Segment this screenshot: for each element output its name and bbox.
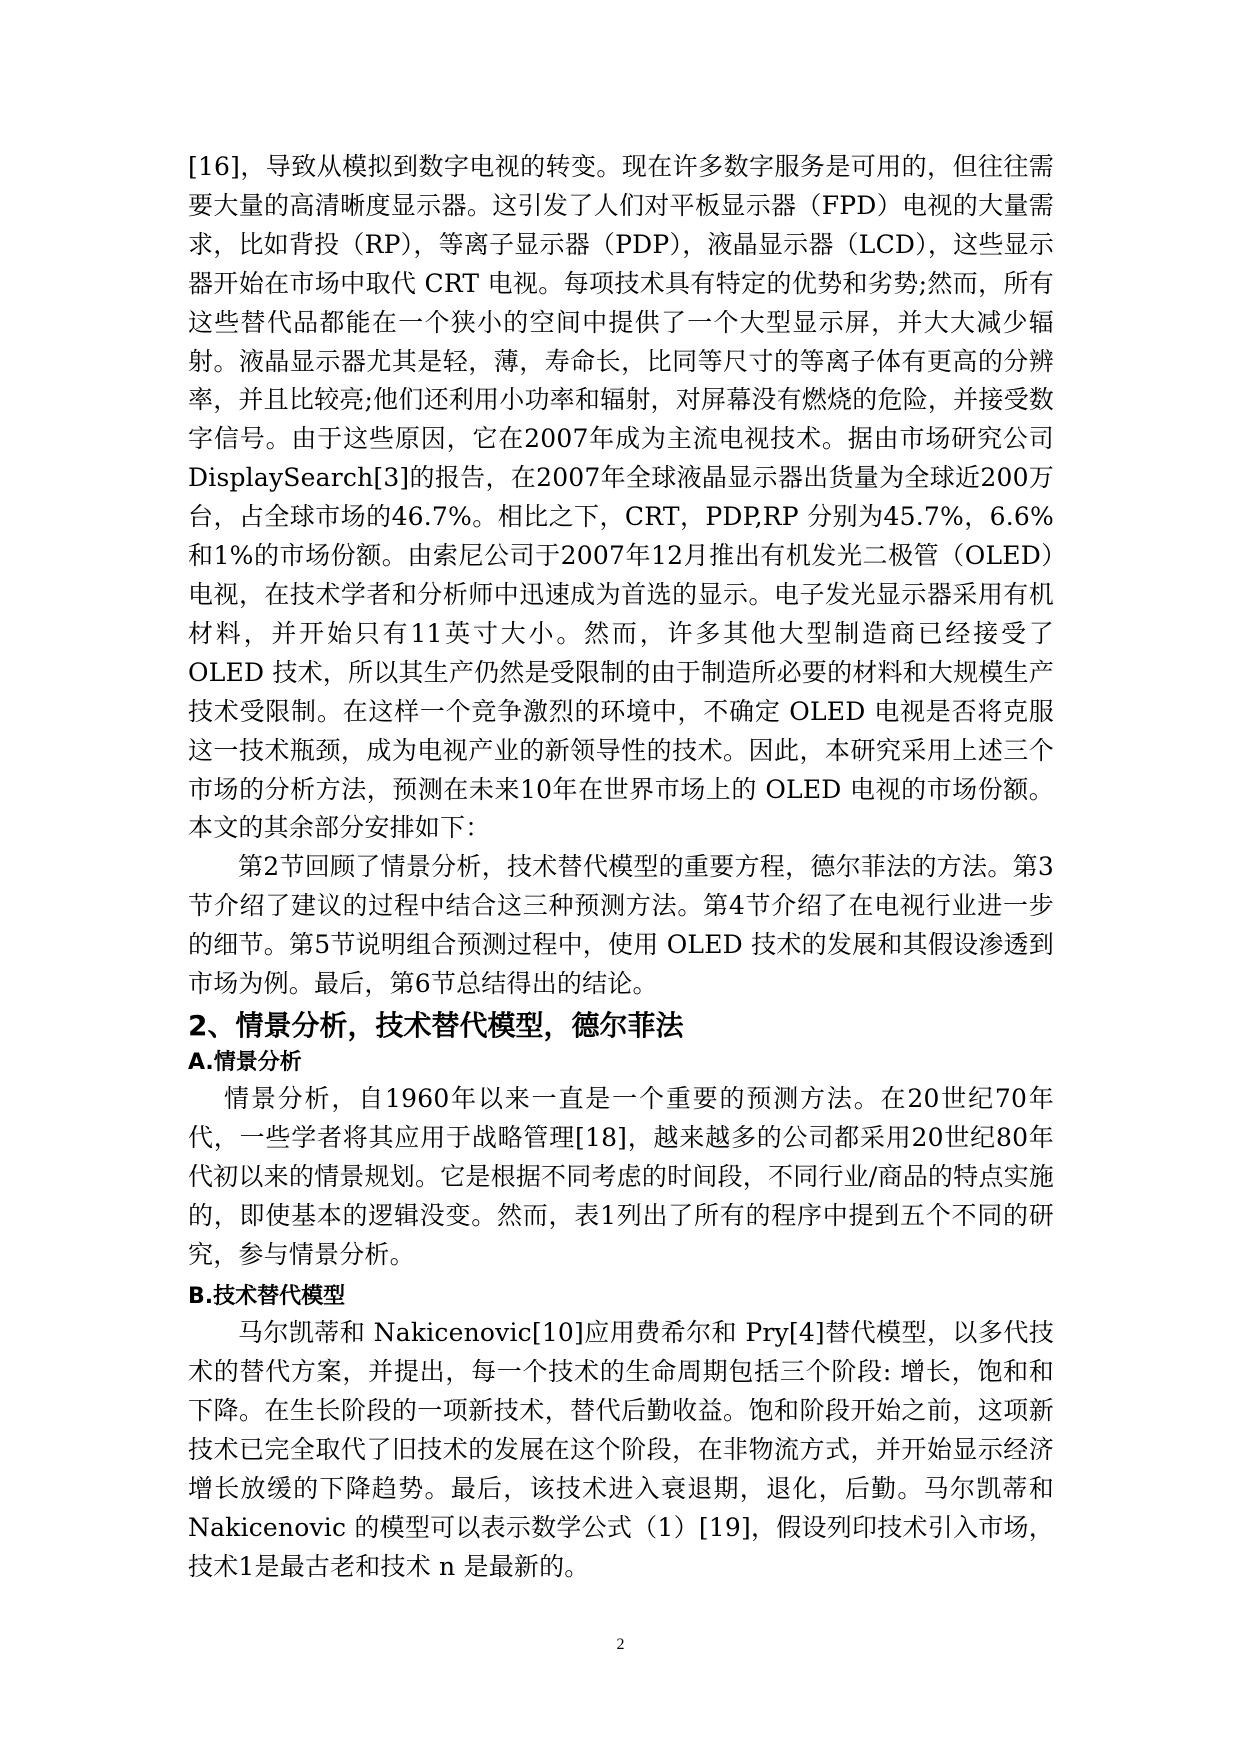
subsection-heading: A.情景分析 xyxy=(188,1049,302,1075)
body-paragraph: 第2节回顾了情景分析，技术替代模型的重要方程，德尔菲法的方法。第3节介绍了建议的过程中结合这三种预测方法。第4节介绍了在电视行业进一步的细节。第5节说明组合预测过程中，使用 OLED 技术的发展和其假设渗透到市场为例。最后，第6节总结得出的结论。 xyxy=(188,852,1054,999)
subsection-heading: B.技术替代模型 xyxy=(188,1284,346,1310)
body-paragraph: 情景分析，自1960年以来一直是一个重要的预测方法。在20世纪70年代，一些学者将其应用于战略管理[18]，越来越多的公司都采用20世纪80年代初以来的情景规划。它是根据不同考虑的时间段，不同行业/商品的特点实施的，即使基本的逻辑没变。然而，表1列出了所有的程序中提到五个不同的研究，参与情景分析。 xyxy=(188,1083,1054,1269)
body-paragraph: [16]，导致从模拟到数字电视的转变。现在许多数字服务是可用的，但往往需要大量的高清晰度显示器。这引发了人们对平板显示器（FPD）电视的大量需求，比如背投（RP），等离子显示器（PDP），液晶显示器（LCD），这些显示器开始在市场中取代 CRT 电视。每项技术具有特定的优势和劣势;然而，所有这些替代品都能在一个狭小的空间中提供了一个大型显示屏，并大大减少辐射。液晶显示器尤其是轻，薄，寿命长，比同等尺寸的等离子体有更高的分辨率，并且比较亮;他们还利用小功率和辐射，对屏幕没有燃烧的危险，并接受数字信号。由于这些原因，它在2007年成为主流电视技术。据由市场研究公司 DisplaySearch[3]的报告，在2007年全球液晶显示器出货量为全球近200万台，占全球市场的46.7%。相比之下，CRT，PDP,RP 分别为45.7%，6.6%和1%的市场份额。由索尼公司于2007年12月推出有机发光二极管（OLED）电视，在技术学者和分析师中迅速成为首选的显示。电子发光显示器采用有机材料，并开始只有11英寸大小。然而，许多其他大型制造商已经接受了 OLED 技术，所以其生产仍然是受限制的由于制造所必要的材料和大规模生产技术受限制。在这样一个竞争激烈的环境中，不确定 OLED 电视是否将克服这一技术瓶颈，成为电视产业的新领导性的技术。因此，本研究采用上述三个市场的分析方法，预测在未来10年在世界市场上的 OLED 电视的市场份额。本文的其余部分安排如下： xyxy=(188,152,1054,843)
document-body xyxy=(188,148,1054,1587)
section-heading: 2、情景分析，技术替代模型，德尔菲法 xyxy=(188,1008,684,1042)
body-paragraph: 马尔凯蒂和 Nakicenovic[10]应用费希尔和 Pry[4]替代模型，以多代技术的替代方案，并提出，每一个技术的生命周期包括三个阶段: 增长，饱和和下降。在生长阶段的一项新技术，替代后勤收益。饱和阶段开始之前，这项新技术已完全取代了旧技术的发展在这个阶段，在非物流方式，并开始显示经济增长放缓的下降趋势。最后，该技术进入衰退期，退化，后勤。马尔凯蒂和 Nakicenovic 的模型可以表示数学公式（1）[19]，假设列印技术引入市场，技术1是最古老和技术 n 是最新的。 xyxy=(188,1318,1054,1581)
page-number: 2 xyxy=(616,1636,625,1653)
